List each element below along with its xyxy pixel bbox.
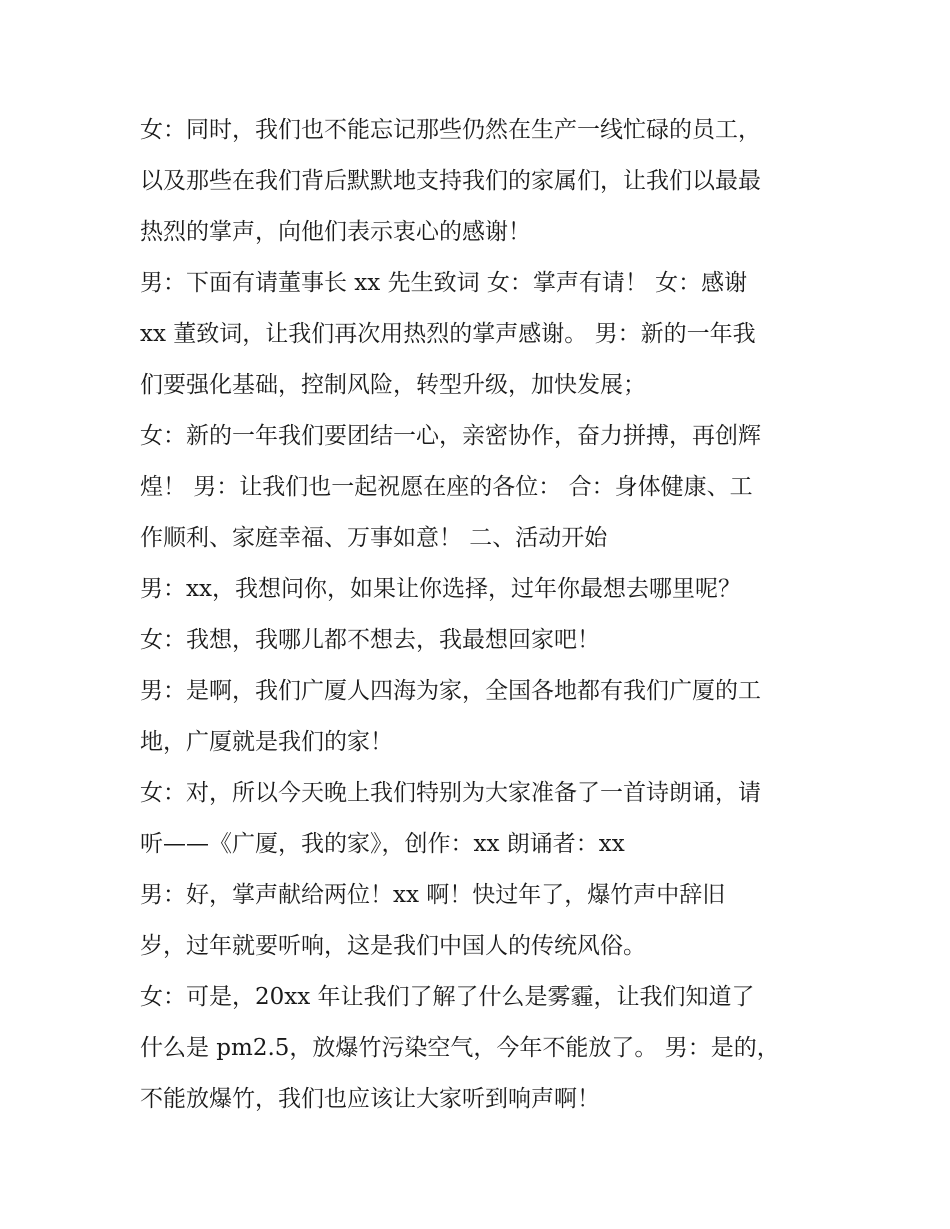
text-line: 不能放爆竹，我们也应该让大家听到响声啊！ xyxy=(140,1086,600,1112)
text-line: 以及那些在我们背后默默地支持我们的家属们，让我们以最最 xyxy=(140,168,761,194)
text-line: 们要强化基础，控制风险，转型升级，加快发展； xyxy=(140,372,646,398)
document-body xyxy=(140,105,820,1125)
text-line: 听——《广厦，我的家》，创作：xx 朗诵者：xx xyxy=(140,831,625,857)
text-line: 地，广厦就是我们的家！ xyxy=(140,729,393,755)
text-line: 男：是啊，我们广厦人四海为家，全国各地都有我们广厦的工 xyxy=(140,678,761,704)
text-line: 男：好，掌声献给两位！xx 啊！快过年了，爆竹声中辞旧 xyxy=(140,882,726,908)
text-line: 女：对，所以今天晚上我们特别为大家准备了一首诗朗诵，请 xyxy=(140,780,761,806)
text-line: 男：xx，我想问你，如果让你选择，过年你最想去哪里呢？ xyxy=(140,576,741,602)
text-line: 女：新的一年我们要团结一心，亲密协作，奋力拼搏，再创辉 xyxy=(140,423,761,449)
text-line: 男：下面有请董事长 xx 先生致词 女：掌声有请！ 女：感谢 xyxy=(140,270,748,296)
text-line: 作顺利、家庭幸福、万事如意！ 二、活动开始 xyxy=(140,525,608,551)
text-line: 什么是 pm2.5，放爆竹污染空气，今年不能放了。 男：是的， xyxy=(140,1035,780,1061)
text-line: 煌！ 男：让我们也一起祝愿在座的各位： 合：身体健康、工 xyxy=(140,474,753,500)
text-line: 热烈的掌声，向他们表示衷心的感谢！ xyxy=(140,219,531,245)
text-line: 女：同时，我们也不能忘记那些仍然在生产一线忙碌的员工， xyxy=(140,117,761,143)
text-line: 岁，过年就要听响，这是我们中国人的传统风俗。 xyxy=(140,933,646,959)
text-line: 女：可是，20xx 年让我们了解了什么是雾霾，让我们知道了 xyxy=(140,984,755,1010)
text-line: xx 董致词，让我们再次用热烈的掌声感谢。 男：新的一年我 xyxy=(140,321,756,347)
text-line: 女：我想，我哪儿都不想去，我最想回家吧！ xyxy=(140,627,600,653)
